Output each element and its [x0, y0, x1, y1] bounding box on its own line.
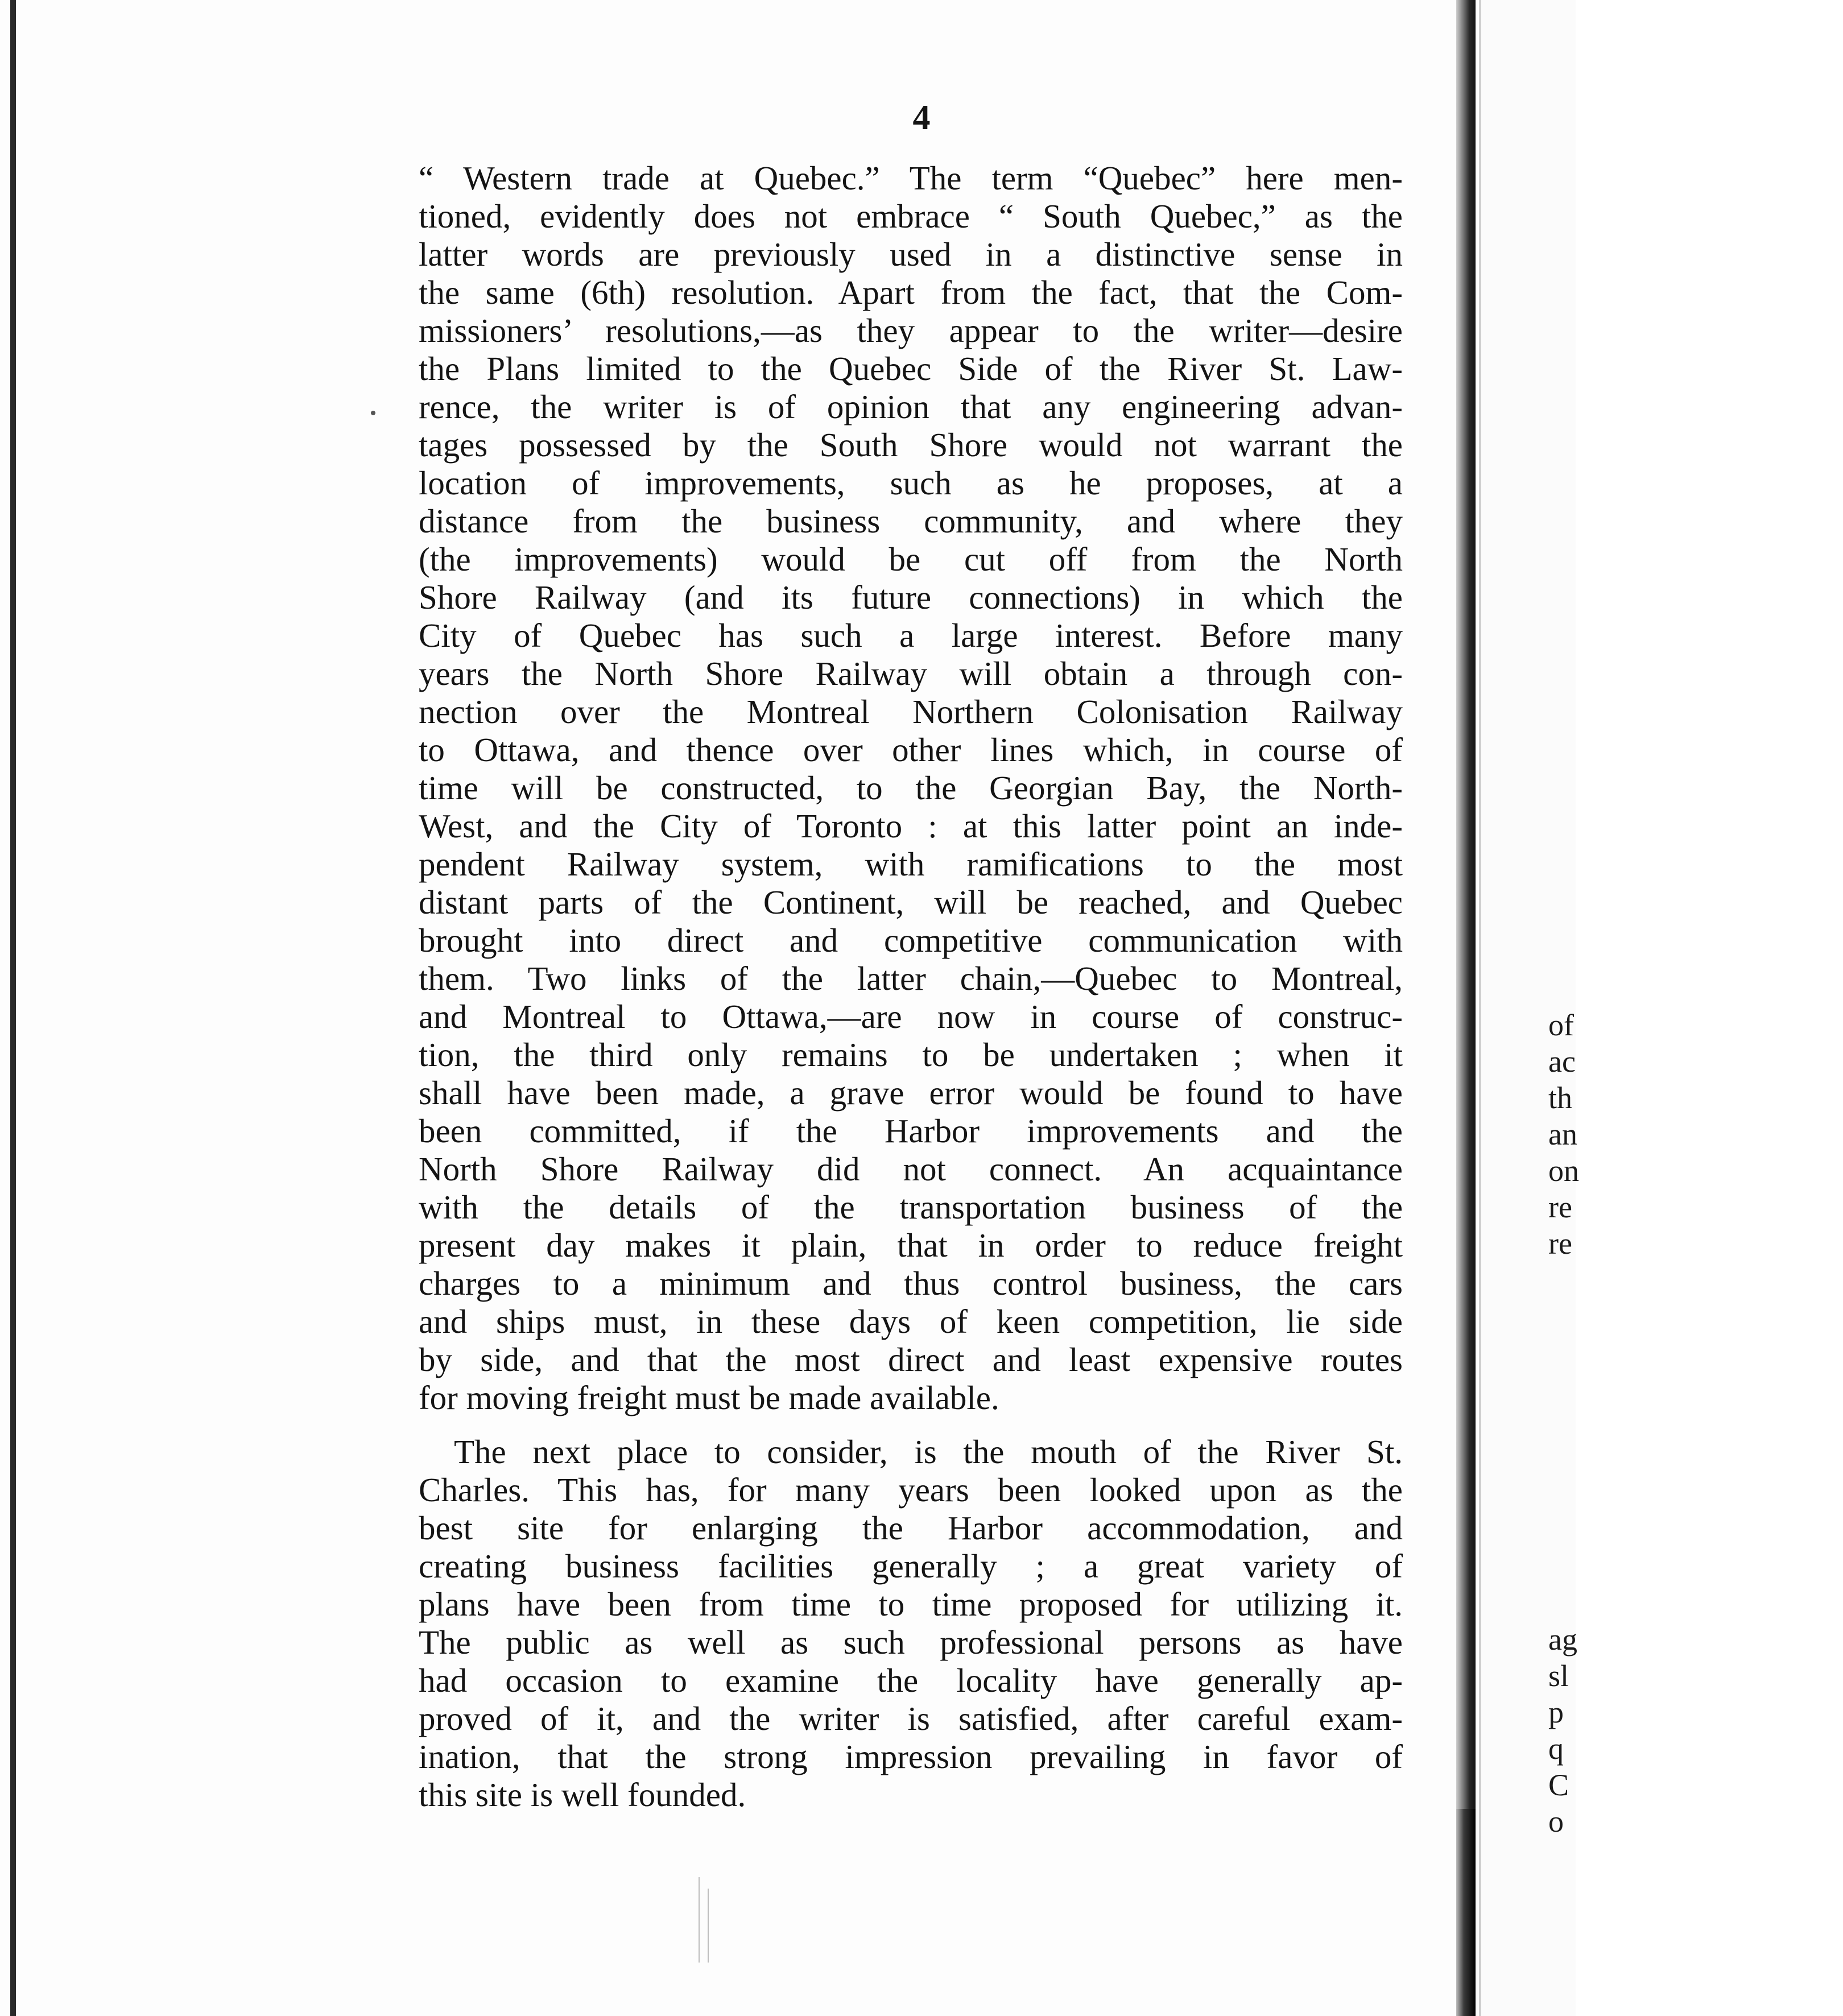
book-gutter-shadow: [1456, 1809, 1476, 2016]
text-line: North Shore Railway did not connect. An acquaintance: [419, 1150, 1403, 1188]
text-line: [419, 1433, 1403, 1471]
facing-page-fragment: on: [1548, 1154, 1579, 1188]
facing-page-fragment: C: [1548, 1768, 1569, 1802]
text-line: with the details of the transportation business of the: [419, 1188, 1403, 1226]
text-line: City of Quebec has such a large interest. Before many: [419, 617, 1403, 654]
text-line: them. Two links of the latter chain,—Quebec to Montreal,: [419, 960, 1403, 997]
text-line: been committed, if the Harbor improvements and the: [419, 1112, 1403, 1150]
facing-page-fragment: ag: [1548, 1622, 1577, 1656]
facing-page-text-lower: [1548, 1621, 1577, 1840]
text-line: the same (6th) resolution. Apart from the fact, that the Com-: [419, 274, 1403, 311]
facing-page-fragment: of: [1548, 1008, 1574, 1042]
text-line: charges to a minimum and thus control business, the cars: [419, 1265, 1403, 1302]
text-line: and ships must, in these days of keen competition, lie side: [419, 1303, 1403, 1340]
text-line: tioned, evidently does not embrace “ South Quebec,” as the: [419, 197, 1403, 235]
text-line: tion, the third only remains to be undertaken ; when it: [419, 1036, 1403, 1073]
facing-page-fragment: an: [1548, 1117, 1577, 1151]
text-line: this site is well founded.: [419, 1776, 746, 1813]
text-line: best site for enlarging the Harbor accommodation, and: [419, 1509, 1403, 1547]
text-line: latter words are previously used in a distinctive sense in: [419, 236, 1403, 273]
book-gutter: [1456, 0, 1476, 2016]
text-line: proved of it, and the writer is satisfied, after careful exam-: [419, 1700, 1403, 1737]
text-line: rence, the writer is of opinion that any engineering advan-: [419, 388, 1403, 425]
facing-page-fragment: p: [1548, 1695, 1564, 1729]
facing-page-fragment: sl: [1548, 1659, 1569, 1693]
text-line: tages possessed by the South Shore would not warrant the: [419, 426, 1403, 464]
page-number: 4: [912, 98, 931, 137]
scan-scratch: [708, 1889, 709, 1963]
facing-page-fragment: th: [1548, 1081, 1573, 1115]
text-line: nection over the Montreal Northern Colonisation Railway: [419, 693, 1403, 730]
text-line: Shore Railway (and its future connections) in which the: [419, 579, 1403, 616]
text-line: by side, and that the most direct and least expensive routes: [419, 1341, 1403, 1378]
facing-page-fragment: ac: [1548, 1044, 1576, 1079]
text-line: location of improvements, such as he proposes, at a: [419, 464, 1403, 502]
paragraph-2: [419, 1433, 1403, 1814]
facing-page-fragment: re: [1548, 1190, 1572, 1224]
text-line-content: The next place to consider, is the mouth of the River St.: [454, 1433, 1403, 1470]
text-line: The public as well as such professional persons as have: [419, 1623, 1403, 1661]
text-line: present day makes it plain, that in order to reduce freight: [419, 1226, 1403, 1264]
facing-page-fragment: o: [1548, 1804, 1564, 1839]
facing-page-fragment: re: [1548, 1226, 1572, 1261]
speck: [371, 411, 375, 415]
text-line: creating business facilities generally ; a great variety of: [419, 1547, 1403, 1585]
text-line: the Plans limited to the Quebec Side of the River St. Law-: [419, 350, 1403, 387]
text-line: time will be constructed, to the Georgian Bay, the North-: [419, 769, 1403, 807]
text-line: distant parts of the Continent, will be reached, and Quebec: [419, 883, 1403, 921]
body-text: [419, 159, 1403, 1814]
text-line: and Montreal to Ottawa,—are now in course of construc-: [419, 998, 1403, 1035]
text-line: had occasion to examine the locality have generally ap-: [419, 1662, 1403, 1699]
facing-page-edge: [1479, 0, 1481, 2016]
text-line: to Ottawa, and thence over other lines which, in course of: [419, 731, 1403, 769]
text-line: shall have been made, a grave error would be found to have: [419, 1074, 1403, 1112]
text-line: plans have been from time to time proposed for utilizing it.: [419, 1585, 1403, 1623]
text-line: distance from the business community, and where they: [419, 502, 1403, 540]
facing-page-text-upper: [1548, 1007, 1579, 1262]
text-line: for moving freight must be made available.: [419, 1379, 999, 1416]
text-line: Charles. This has, for many years been looked upon as the: [419, 1471, 1403, 1509]
text-line: West, and the City of Toronto : at this latter point an inde-: [419, 807, 1403, 845]
text-line: missioners’ resolutions,—as they appear to the writer—desire: [419, 312, 1403, 349]
text-line: ination, that the strong impression prevailing in favor of: [419, 1738, 1403, 1775]
text-line: brought into direct and competitive communication with: [419, 922, 1403, 959]
left-page-edge: [10, 0, 16, 2016]
text-line: years the North Shore Railway will obtain a through con-: [419, 655, 1403, 692]
text-line: pendent Railway system, with ramifications to the most: [419, 845, 1403, 883]
text-line: “ Western trade at Quebec.” The term “Quebec” here men-: [419, 159, 1403, 197]
scan-scratch: [699, 1877, 700, 1963]
facing-page-fragment: q: [1548, 1732, 1564, 1766]
text-line: (the improvements) would be cut off from the North: [419, 540, 1403, 578]
paragraph-1: [419, 159, 1403, 1417]
paragraph-gap: [419, 1417, 1403, 1433]
